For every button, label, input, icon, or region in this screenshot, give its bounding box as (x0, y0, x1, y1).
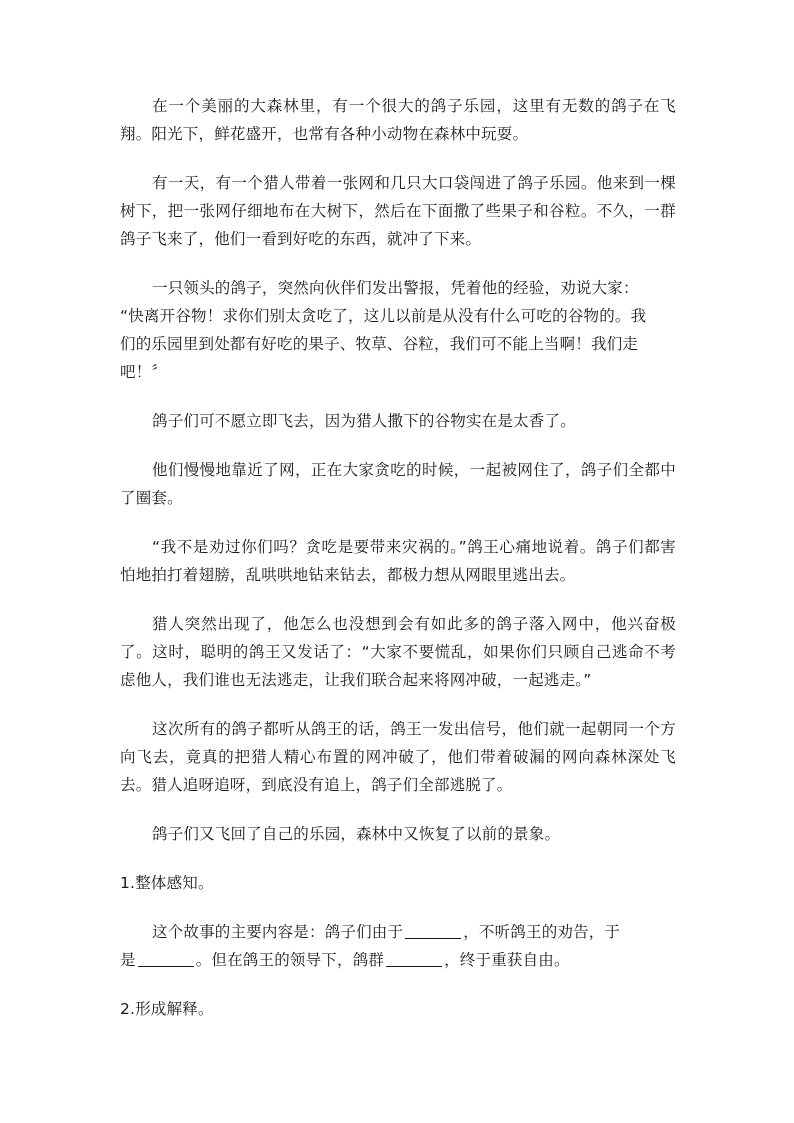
story-paragraph-9: 鸽子们又飞回了自己的乐园，森林中又恢复了以前的景象。 (152, 825, 561, 843)
question-1-line-1 (120, 918, 676, 946)
question-2-heading: 2.形成解释。 (120, 1000, 214, 1018)
story-paragraph-3-line-1: 一只领头的鸽子，突然向伙伴们发出警报，凭着他的经验，劝说大家： (152, 279, 639, 297)
story-paragraph-3-line-2: “快离开谷物！求你们别太贪吃了，这儿以前是从没有什么可吃的谷物的。我 (120, 307, 647, 325)
story-paragraph-3-line-4: 吧！〞 (120, 363, 168, 381)
question-1-body (120, 918, 676, 974)
question-1-text-a: 这个故事的主要内容是：鸽子们由于 (152, 923, 404, 941)
story-paragraph-3-line-3: 们的乐园里到处都有好吃的果子、牧草、谷粒，我们可不能上当啊！我们走 (120, 335, 639, 353)
question-1-line-2 (120, 946, 676, 974)
story-paragraph-2: 有一天，有一个猎人带着一张网和几只大口袋闯进了鸽子乐园。他来到一棵树下，把一张网仔细地布在大树下，然后在下面撒了些果子和谷粒。不久，一群鸽子飞来了，他们一看到好吃的东西，就冲了下来。 (120, 174, 676, 248)
story-paragraph-3 (120, 274, 676, 386)
story-paragraph-7: 猎人突然出现了，他怎么也没想到会有如此多的鸽子落入网中，他兴奋极了。这时，聪明的鸽王又发话了：“大家不要慌乱，如果你们只顾自己逃命不考虑他人，我们谁也无法逃走，让我们联合起来将网冲破，一起逃走。” (120, 615, 676, 689)
question-1-text-c: 是 (120, 951, 136, 969)
story-paragraph-1: 在一个美丽的大森林里，有一个很大的鸽子乐园，这里有无数的鸽子在飞翔。阳光下，鲜花盛开，也常有各种小动物在森林中玩耍。 (120, 97, 676, 143)
answer-blank-2[interactable] (138, 950, 194, 967)
question-1-text-d: 。但在鸽王的领导下，鸽群 (195, 951, 385, 969)
answer-blank-1[interactable] (405, 922, 461, 939)
story-paragraph-5: 他们慢慢地靠近了网，正在大家贪吃的时候，一起被网住了，鸽子们全都中了圈套。 (120, 461, 676, 507)
question-1-text-e: ，终于重获自由。 (444, 951, 570, 969)
story-paragraph-6: “我不是劝过你们吗？贪吃是要带来灾祸的。”鸽王心痛地说着。鸽子们都害怕地拍打着翅膀，乱哄哄地钻来钻去，都极力想从网眼里逃出去。 (120, 538, 676, 584)
answer-blank-3[interactable] (386, 950, 442, 967)
story-paragraph-4: 鸽子们可不愿立即飞去，因为猎人撒下的谷物实在是太香了。 (152, 412, 576, 430)
story-paragraph-8: 这次所有的鸽子都听从鸽王的话，鸽王一发出信号，他们就一起朝同一个方向飞去，竟真的把猎人精心布置的网冲破了，他们带着破漏的网向森林深处飞去。猎人追呀追呀，到底没有追上，鸽子们全部逃脱了。 (120, 720, 676, 794)
document-page (120, 92, 676, 1044)
question-1-heading: 1.整体感知。 (120, 874, 214, 892)
question-1-text-b: ，不听鸽王的劝告，于 (463, 923, 621, 941)
